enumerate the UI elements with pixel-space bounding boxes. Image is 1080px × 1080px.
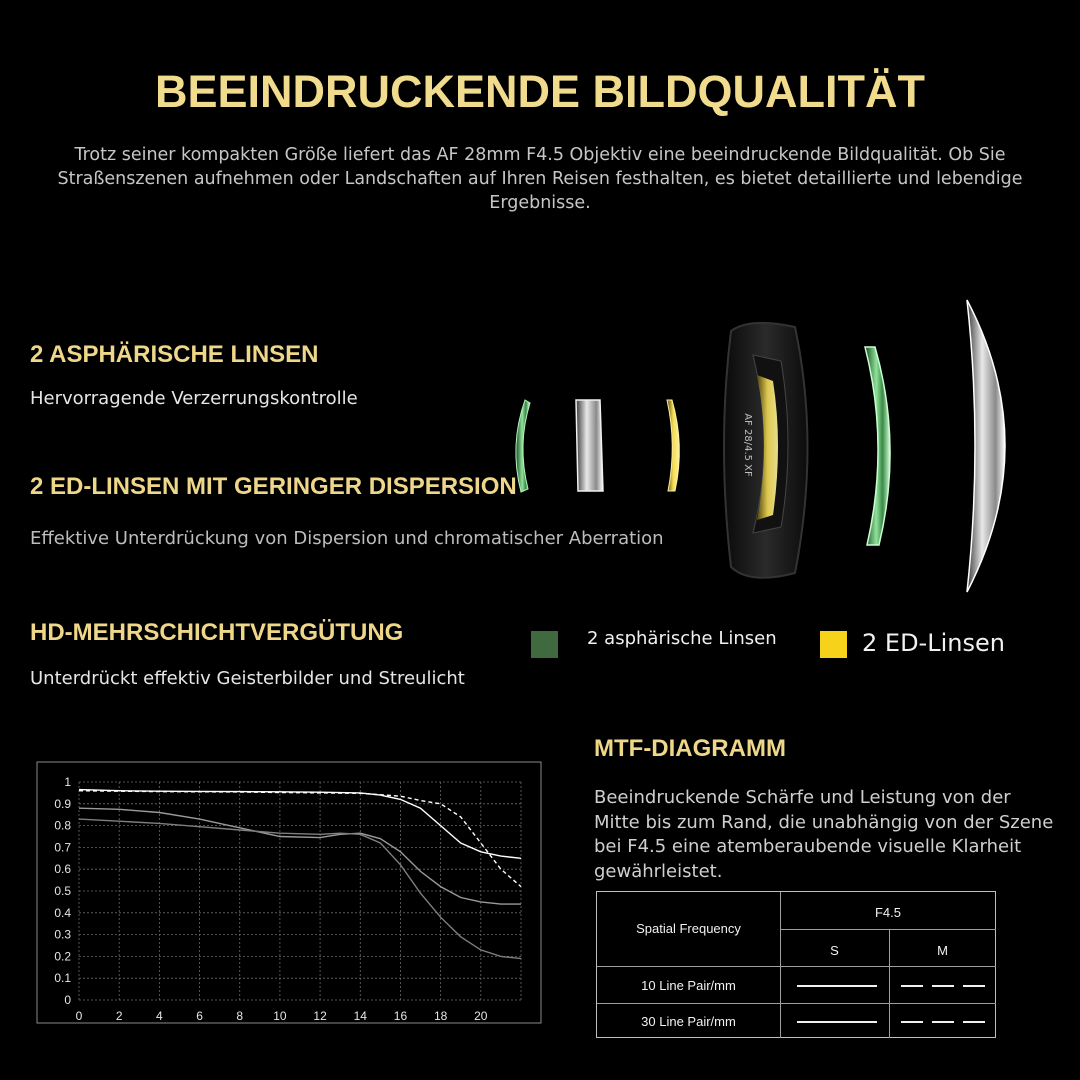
mtf-title: MTF-DIAGRAMM xyxy=(594,735,786,762)
x-tick-label: 20 xyxy=(474,1009,488,1023)
table-header-m: M xyxy=(937,943,948,958)
ed-lens-1 xyxy=(667,400,679,491)
x-tick-label: 12 xyxy=(313,1009,327,1023)
mtf-desc-line: bei F4.5 eine atemberaubende visuelle Klarheit xyxy=(594,836,1022,857)
x-tick-label: 4 xyxy=(156,1009,163,1023)
lens-barrel xyxy=(724,323,808,578)
table-header-spatial: Spatial Frequency xyxy=(636,921,741,936)
legend-label-aspherical: 2 asphärische Linsen xyxy=(587,628,777,649)
chart-frame xyxy=(37,762,541,1023)
y-tick-label: 0.2 xyxy=(54,949,71,964)
x-tick-label: 6 xyxy=(196,1009,203,1023)
intro-line: Straßenszenen aufnehmen oder Landschaften auf Ihren Reisen festhalten, es bietet detaillierte und lebendige xyxy=(57,169,1023,189)
table-row-label: 10 Line Pair/mm xyxy=(641,978,736,993)
lens-exploded-illustration xyxy=(495,295,1055,605)
y-tick-label: 0 xyxy=(64,993,71,1007)
y-tick-label: 0.8 xyxy=(54,818,71,833)
mtf-description xyxy=(594,786,1054,884)
feature-title-aspherical: 2 ASPHÄRISCHE LINSEN xyxy=(30,341,319,368)
table-divider xyxy=(597,966,996,967)
barrel-marking: AF 28/4.5 XF xyxy=(742,413,753,477)
mtf-desc-line: gewährleistet. xyxy=(594,860,723,882)
line-sample-solid xyxy=(797,1021,877,1023)
feature-desc-aspherical: Hervorragende Verzerrungskontrolle xyxy=(30,388,358,409)
x-tick-label: 16 xyxy=(393,1009,408,1023)
y-tick-label: 0.7 xyxy=(54,840,71,855)
mtf-legend-table xyxy=(596,891,996,1038)
feature-desc-ed: Effektive Unterdrückung von Dispersion und chromatischer Aberration xyxy=(30,528,664,549)
intro-line: Trotz seiner kompakten Größe liefert das AF 28mm F4.5 Objektiv eine beeindruckende Bildqualität. Ob Sie xyxy=(74,145,1006,165)
line-sample-dashed xyxy=(901,985,986,987)
y-tick-label: 0.9 xyxy=(54,796,71,811)
x-tick-label: 8 xyxy=(236,1009,244,1023)
page-title: BEEINDRUCKENDE BILDQUALITÄT xyxy=(155,66,925,117)
y-tick-label: 1 xyxy=(64,775,71,789)
table-header-aperture: F4.5 xyxy=(874,905,901,920)
legend-swatch-aspherical xyxy=(531,631,558,658)
y-tick-label: 0.3 xyxy=(54,927,71,942)
legend-swatch-ed xyxy=(820,631,847,658)
feature-title-ed: 2 ED-LINSEN MIT GERINGER DISPERSION xyxy=(30,473,517,500)
table-divider xyxy=(780,929,996,930)
y-tick-label: 0.5 xyxy=(54,884,71,898)
table-row-label: 30 Line Pair/mm xyxy=(641,1014,736,1029)
line-sample-solid xyxy=(797,985,877,987)
mtf-desc-line: Mitte bis zum Rand, die unabhängig von der Szene xyxy=(594,811,1054,833)
aspherical-lens-1 xyxy=(516,400,530,492)
y-tick-label: 0.6 xyxy=(54,862,71,877)
feature-title-coating: HD-MEHRSCHICHTVERGÜTUNG xyxy=(30,619,404,646)
intro-line: Ergebnisse. xyxy=(489,193,591,213)
table-divider xyxy=(597,1003,996,1004)
legend-label-ed: 2 ED-Linsen xyxy=(862,629,1005,657)
line-sample-dashed xyxy=(901,1021,986,1023)
table-header-s: S xyxy=(830,943,839,958)
x-tick-label: 0 xyxy=(75,1009,83,1023)
x-tick-label: 14 xyxy=(353,1009,367,1023)
x-tick-label: 18 xyxy=(433,1009,448,1023)
y-tick-label: 0.1 xyxy=(54,971,71,986)
feature-desc-coating: Unterdrückt effektiv Geisterbilder und Streulicht xyxy=(30,668,465,689)
mtf-desc-line: Beeindruckende Schärfe und Leistung von der xyxy=(594,787,1011,808)
front-lens-element xyxy=(967,300,1005,592)
x-tick-label: 2 xyxy=(115,1009,123,1023)
aspherical-lens-2 xyxy=(865,347,890,545)
clear-lens-element xyxy=(576,400,603,491)
x-tick-label: 10 xyxy=(273,1009,287,1023)
y-tick-label: 0.4 xyxy=(54,905,71,920)
intro-text xyxy=(30,143,1050,215)
mtf-chart xyxy=(20,758,550,1028)
